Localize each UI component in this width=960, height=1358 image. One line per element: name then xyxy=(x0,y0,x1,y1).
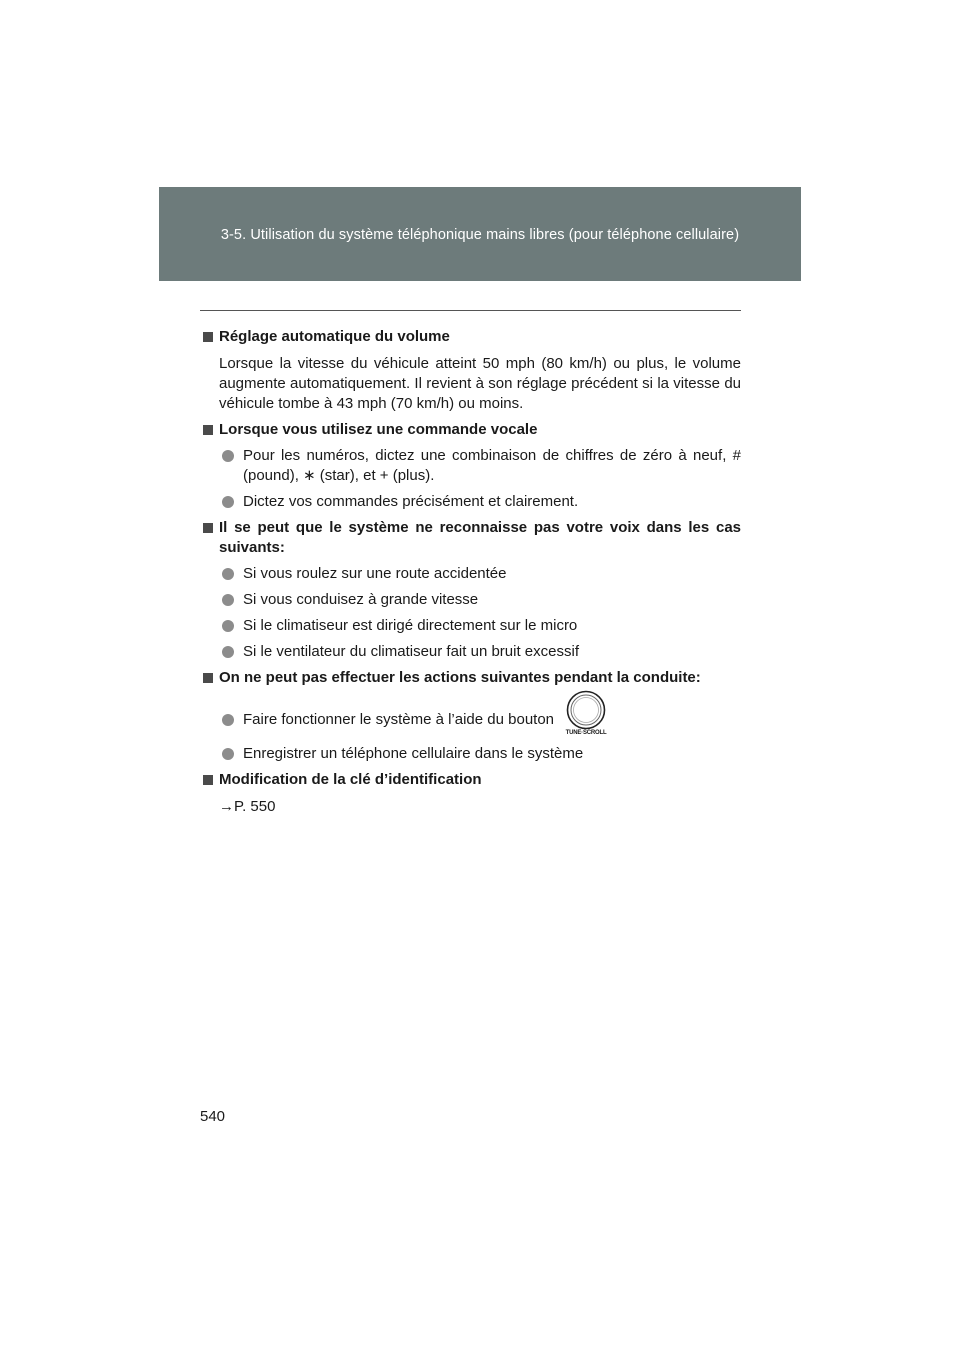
square-marker-icon xyxy=(203,425,213,435)
bullet-item: Si le climatiseur est dirigé directement sur le micro xyxy=(200,616,741,636)
square-marker-icon xyxy=(203,332,213,342)
section-title-voice-command: Lorsque vous utilisez une commande vocale xyxy=(200,420,741,440)
bullet-dot-icon xyxy=(222,620,234,632)
square-marker-icon xyxy=(203,673,213,683)
bullet-dot-icon xyxy=(222,594,234,606)
page-number: 540 xyxy=(200,1108,226,1125)
page-reference-link[interactable]: →P. 550 xyxy=(219,798,276,815)
bullet-item: Enregistrer un téléphone cellulaire dans le système xyxy=(200,744,741,764)
bullet-dot-icon xyxy=(222,646,234,658)
square-marker-icon xyxy=(203,775,213,785)
chapter-header-band xyxy=(159,187,801,281)
bullet-item: Si le ventilateur du climatiseur fait un bruit excessif xyxy=(200,642,741,662)
bullet-dot-icon xyxy=(222,748,234,760)
chapter-title: 3-5. Utilisation du système téléphonique mains libres (pour téléphone cellulaire) xyxy=(220,227,740,243)
section-divider xyxy=(200,310,741,311)
tune-scroll-label: TUNE·SCROLL xyxy=(565,730,607,736)
bullet-dot-icon xyxy=(222,568,234,580)
bullet-item: Dictez vos commandes précisément et clairement. xyxy=(200,492,741,512)
page-content xyxy=(200,327,741,817)
square-marker-icon xyxy=(203,523,213,533)
section-title-id-key: Modification de la clé d’identification xyxy=(200,770,741,790)
section-title-recognition: Il se peut que le système ne reconnaisse pas votre voix dans les cas suivants: xyxy=(200,518,741,558)
tune-scroll-knob xyxy=(562,690,610,738)
bullet-item: Si vous roulez sur une route accidentée xyxy=(200,564,741,584)
tune-scroll-knob-icon xyxy=(566,690,606,730)
bullet-item: Si vous conduisez à grande vitesse xyxy=(200,590,741,610)
section-title-driving-restrictions: On ne peut pas effectuer les actions suivantes pendant la conduite: xyxy=(200,668,741,688)
bullet-item: Faire fonctionner le système à l’aide du bouton TUNE·SCROLL xyxy=(200,690,741,738)
auto-volume-paragraph: Lorsque la vitesse du véhicule atteint 50 mph (80 km/h) ou plus, le volume augmente automatiquement. Il revient à son réglage précédent si la vitesse du véhicule tombe à 43 mph (70 km/h) ou moins. xyxy=(219,355,741,412)
bullet-dot-icon xyxy=(222,450,234,462)
bullet-dot-icon xyxy=(222,496,234,508)
section-title-auto-volume: Réglage automatique du volume xyxy=(200,327,741,347)
bullet-item: Pour les numéros, dictez une combinaison de chiffres de zéro à neuf, # (pound), ∗ (star), et + (plus). xyxy=(200,446,741,486)
bullet-dot-icon xyxy=(222,714,234,726)
